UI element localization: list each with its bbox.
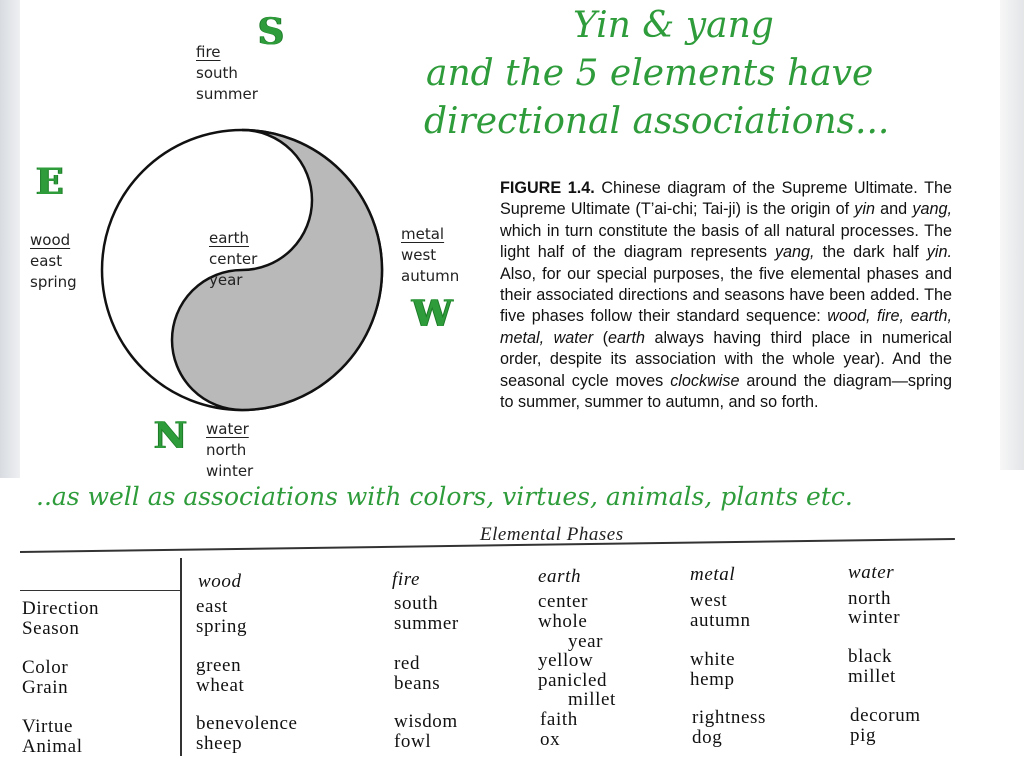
label-water: water north winter — [206, 420, 254, 480]
cell-fire-direction: south — [394, 593, 439, 614]
title-line-2: and the 5 elements have — [426, 53, 874, 94]
cell-earth-season-2: year — [568, 631, 604, 652]
col-header-wood: wood — [198, 571, 242, 592]
cell-metal-grain: hemp — [690, 669, 735, 690]
cell-fire-color: red — [394, 653, 421, 674]
cell-water-color: black — [848, 646, 893, 667]
row-label-grain: Grain — [22, 677, 69, 698]
cell-metal-season: autumn — [690, 610, 751, 631]
cell-earth-virtue: faith — [540, 709, 578, 730]
table-column-rule — [180, 558, 182, 756]
figure-caption: FIGURE 1.4. Chinese diagram of the Supreme Ultimate. The Supreme Ultimate (T’ai-chi; Tai-ji) is the origin of yin and yang, which in turn constitute the basis of all natural processes. The light half of the diagram represents yang, the dark half yin. Also, for our special purposes, the five elemental phases and their associated directions and seasons have been added. The five phases follow their standard sequence: wood, fire, earth, metal, water (earth always having third place in numerical order, despite its association with the whole year). And the seasonal cycle moves clockwise around the diagram—spring to summer, summer to autumn, and so forth. — [500, 179, 953, 412]
scan-margin — [0, 0, 20, 478]
cell-fire-season: summer — [394, 613, 459, 634]
cell-metal-direction: west — [690, 590, 728, 611]
col-header-fire: fire — [392, 569, 421, 590]
col-header-metal: metal — [690, 564, 736, 585]
row-label-season: Season — [22, 618, 80, 639]
cell-earth-grain-2: millet — [568, 689, 616, 710]
cell-wood-virtue: benevolence — [196, 713, 298, 734]
cell-water-virtue: decorum — [850, 705, 921, 726]
cell-wood-season: spring — [196, 616, 248, 637]
col-header-water: water — [848, 562, 895, 583]
compass-east: E — [36, 161, 64, 203]
row-label-virtue: Virtue — [22, 716, 73, 737]
compass-north: N — [154, 415, 187, 457]
cell-earth-color: yellow — [538, 650, 594, 671]
cell-water-season: winter — [848, 607, 901, 628]
cell-fire-grain: beans — [394, 673, 441, 694]
cell-metal-color: white — [690, 649, 736, 670]
cell-wood-animal: sheep — [196, 733, 243, 754]
compass-west: W — [412, 293, 453, 335]
cell-water-animal: pig — [850, 725, 877, 746]
cell-metal-animal: dog — [692, 727, 723, 748]
table-header-rule — [20, 590, 180, 591]
cell-earth-season-1: whole — [538, 611, 588, 632]
cell-earth-animal: ox — [540, 729, 561, 750]
cell-fire-animal: fowl — [394, 731, 432, 752]
cell-earth-direction: center — [538, 591, 589, 612]
row-label-color: Color — [22, 657, 69, 678]
cell-wood-color: green — [196, 655, 242, 676]
cell-fire-virtue: wisdom — [394, 711, 458, 732]
cell-wood-grain: wheat — [196, 675, 245, 696]
cell-water-grain: millet — [848, 666, 896, 687]
row-label-direction: Direction — [22, 598, 100, 619]
compass-south: S — [258, 11, 284, 53]
caption-label: FIGURE 1.4. — [500, 179, 595, 197]
title-line-1: Yin & yang — [573, 5, 774, 46]
col-header-earth: earth — [538, 566, 582, 587]
label-earth: earth center year — [209, 229, 258, 289]
label-wood: wood east spring — [30, 231, 77, 291]
label-fire: fire south summer — [196, 43, 258, 103]
label-metal: metal west autumn — [401, 225, 460, 285]
title-line-3: directional associations... — [424, 101, 890, 142]
cell-metal-virtue: rightness — [692, 707, 767, 728]
cell-earth-grain-1: panicled — [538, 670, 608, 691]
cell-wood-direction: east — [196, 596, 228, 617]
table-title: Elemental Phases — [480, 524, 624, 545]
row-label-animal: Animal — [22, 736, 83, 757]
scan-margin-right — [1000, 0, 1024, 470]
cell-water-direction: north — [848, 588, 892, 609]
subtitle: ..as well as associations with colors, virtues, animals, plants etc. — [36, 482, 853, 511]
